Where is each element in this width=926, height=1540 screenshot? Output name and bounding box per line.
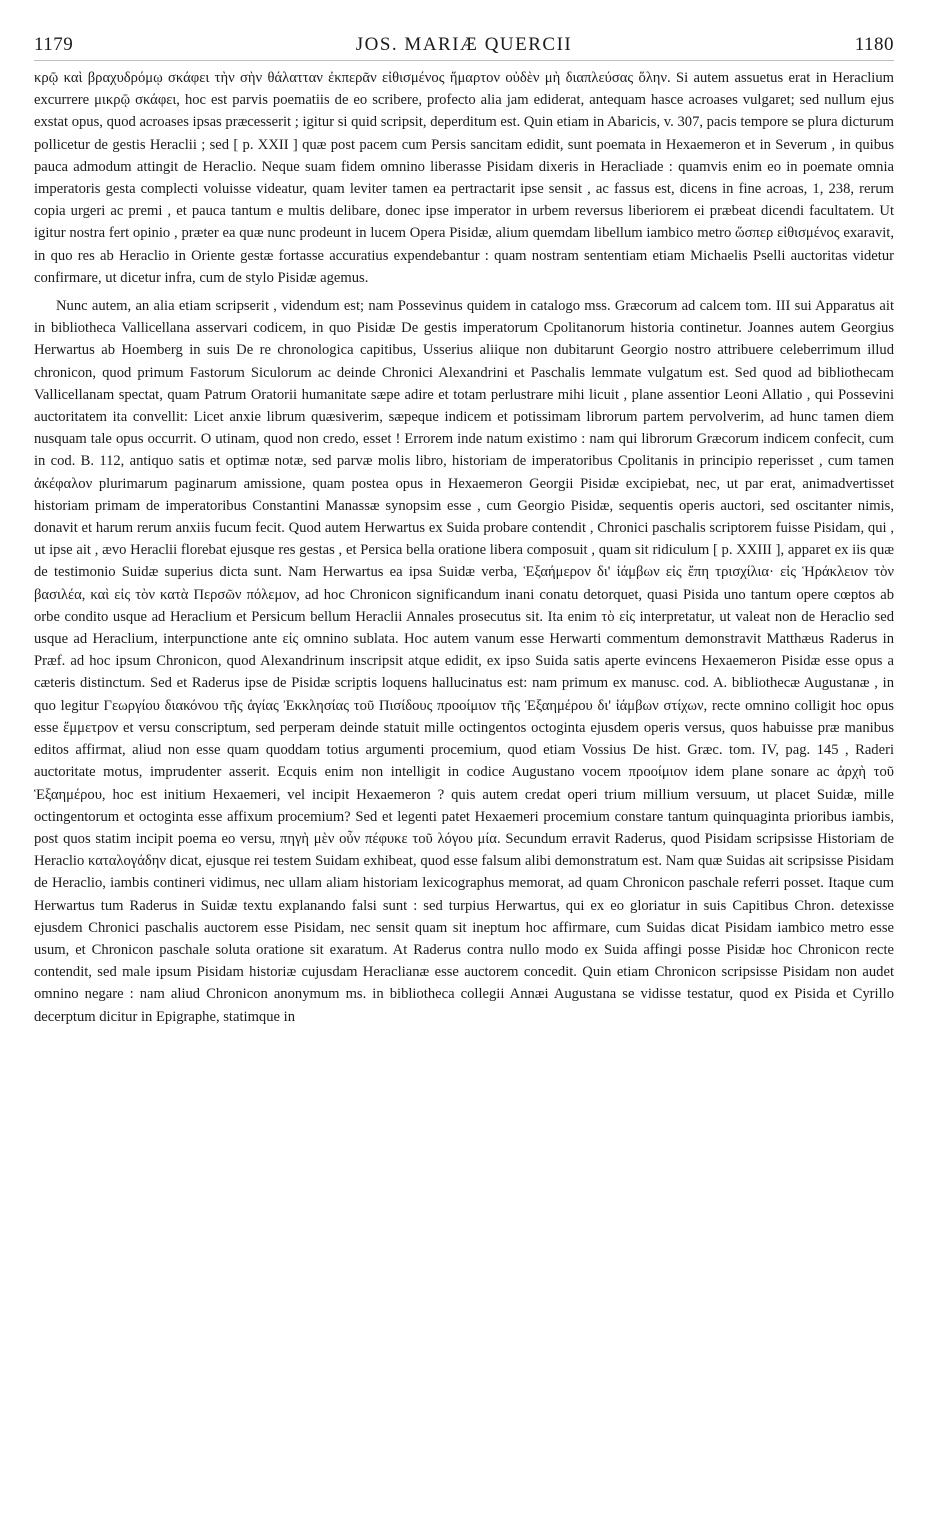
text-body xyxy=(34,67,894,1028)
paragraph: κρῷ καὶ βραχυδρόμῳ σκάφει τὴν σὴν θάλατταν ἐκπερᾶν εἰθισμένος ἥμαρτον οὐδὲν μὴ διαπλεύσας ὅλην. Si autem assuetus erat in Heraclium excurrere μικρῷ σκάφει, hoc est parvis poematiis de eo scribere, profecto alia jam ediderat, antequam hasce acroases vulgaret; sed nullum ejus exstat opus, quod acroases ipsas præcesserit ; igitur si quid scripsit, deperditum est. Quin etiam in Abaricis, v. 307, pacis tempore se plura dicturum pollicetur de gestis Heraclii ; sed [ p. XXII ] quæ post pacem cum Persis sancitam edidit, sunt poemata in Hexaemeron et in Severum , in quibus pauca admodum attingit de Heraclio. Neque suam fidem omnino liberasse Pisidam dixeris in Heracliade : quamvis enim eo in poemate omnia imperatoris gesta complecti voluisse videatur, quam leviter tamen ea pertractarit ipse sensit , ac fassus est, dicens in fine acroas, 1, 238, rerum copia urgeri ac premi , et pauca tantum e multis delibare, donec ipse imperator in urbem reversus liberiorem ei præbeat dicendi facultatem. Ut igitur nostra fert opinio , præter ea quæ nunc prodeunt in lucem Opera Pisidæ, alium quemdam libellum iambico metro ὥσπερ εἰθισμένος exaravit, in quo res ab Heraclio in Oriente gestæ fortasse accuratius expendebantur : quam nostram sententiam etiam Michaelis Pselli auctoritas videtur confirmare, ut dicetur infra, cum de stylo Pisidæ agemus. xyxy=(34,70,894,286)
paragraph: Nunc autem, an alia etiam scripserit , videndum est; nam Possevinus quidem in catalogo mss. Græcorum ad calcem tom. III sui Apparatus ait in bibliotheca Vallicellana asservari codicem, in quo Pisidæ De gestis imperatorum Cpolitanorum historia continetur. Joannes autem Georgius Herwartus ab Hoemberg in suis De re chronologica capitibus, Usserius aliique non dubitarunt Georgio nostro attribuere celeberrimum illud chronicon, quod primum Fastorum Siculorum ac deinde Chronici Alexandrini et Paschalis lemmate vulgatum est. Sed quod ad bibliothecam Vallicellanam spectat, quam Patrum Oratorii humanitate sæpe adire et totam perlustrare mihi licuit , plane assentior Leoni Allatio , qui Possevini auctoritatem ita convellit: Licet anxie librum quæsiverim, sæpeque indicem et potissimam librorum partem pervolverim, ad hunc tamen diem nusquam tale opus occurrit. O utinam, quod non credo, esset ! Errorem inde natum existimo : nam qui librorum Græcorum indicem confecit, cum in cod. B. 112, antiquo satis et optimæ notæ, sed parvæ molis libro, historiam de imperatoribus Cpolitanis in principio reperisset , cum tamen ἀκέφαλον plurimarum paginarum amissione, quam postea opus in Hexaemeron Georgii Pisidæ excipiebat, nec, ut par erat, animadvertisset historiam primam de imperatoribus Constantini Manassæ synopsim esse , cum Georgio Pisidæ, sequentis operis auctori, sed oscitanter nimis, donavit et harum rerum anxiis fucum fecit. Quod autem Herwartus ex Suida probare contendit , Chronici paschalis scriptorem fuisse Pisidam, qui , ut ipse ait , ævo Heraclii florebat ejusque res gestas , et Persica bella oratione libera composuit , quam sit ridiculum [ p. XXIII ], apparet ex iis quæ de testimonio Suidæ superius dicta sunt. Nam Herwartus ea ipsa Suidæ verba, Ἑξαήμερον δι' ἰάμβων εἰς ἔπη τρισχίλια· εἰς Ἡράκλειον τὸν βασιλέα, καὶ εἰς τὸν κατὰ Περσῶν πόλεμον, ad hoc Chronicon significandum inani conatu detorquet, quasi Pisida uno tantum opere cœptos ab orbe condito usque ad Heraclium et Persicum bellum Heraclii Annales prosecutus sit. Ita enim τὸ εἰς interpretatur, ut valeat non de Heraclio sed usque ad Heraclium, interpunctione ante εἰς omnino sublata. Hoc autem vanum esse Herwarti commentum demonstravit Matthæus Raderus in Præf. ad hoc ipsum Chronicon, quod Alexandrinum inscripsit atque edidit, ex ipso Suida satis aperte evincens Hexaemeron Pisidæ esse opus a cæteris distinctum. Sed et Raderus ipse de Pisidæ scriptis loquens hallucinatus est: nam primum ex manusc. cod. A. bibliothecæ Augustanæ , in quo legitur Γεωργίου διακόνου τῆς ἁγίας Ἐκκλησίας τοῦ Πισίδους προοίμιον τῆς Ἑξαημέρου δι' ἰάμβων στίχων, recte omnino colligit hoc opus esse ἔμμετρον et versu conscriptum, sed perperam deinde statuit mille octingentos octoginta ejusdem operis versus, quos habuisse præ manibus editos affirmat, aliud non esse quam quoddam totius argumenti procemium, quod etiam Vossius De hist. Græc. tom. IV, pag. 145 , Raderi auctoritate motus, imprudenter asserit. Ecquis enim non intelligit in codice Augustano vocem προοίμιον idem plane sonare ac ἀρχὴ τοῦ Ἑξαημέρου, hoc est initium Hexaemeri, vel incipit Hexaemeron ? quis autem credat operi trium millium versuum, ut placet Suidæ, mille octingentorum et octoginta esse affixum procemium? Sed et legenti patet Hexaemeri procemium constare tantum quinquaginta prioribus iambis, post quos statim incipit poema eo versu, πηγὴ μὲν οὖν πέφυκε τοῦ λόγου μία. Secundum erravit Raderus, quod Pisidam scripsisse Historiam de Heraclio καταλογάδην dicat, ejusque rei testem Suidam exhibeat, quod esse falsum alibi demonstratum est. Nam quæ Suidas ait scripsisse Pisidam de Heraclio, iambis contineri vidimus, nec ullam aliam historiam lexicographus memorat, ad quam Chronicon paschale referri posset. Itaque cum Herwartus tum Raderus in Suidæ textu explanando falsi sunt : sed turpius Herwartus, qui ex eo gloriatur in suis Capitibus Chron. detexisse ejusdem Chronici paschalis auctorem esse Pisidam, nec sensit quam sit ineptum hoc affirmare, cum Suidas dicat Pisidam iambico metro esse usum, et Chronicon paschale soluta oratione sit exaratum. At Raderus contra nullo modo ex Suida affingi posse Pisidæ hoc Chronicon recte contendit, sed male ipsum Pisidam historiæ cujusdam Heraclianæ esse auctorem concedit. Quin etiam Chronicon scripsisse Pisidam non audet omnino negare : nam aliud Chronicon anonymum ms. in bibliotheca collegii Annæi Augustana se vidisse testatur, quod ex Pisida et Cyrillo decerptum dicitur in Epigraphe, statimque in xyxy=(34,298,894,1025)
page-number-right: 1180 xyxy=(854,34,894,55)
page-number-left: 1179 xyxy=(34,34,74,55)
running-title: JOS. MARIÆ QUERCII xyxy=(355,34,573,55)
page-header xyxy=(34,34,894,61)
